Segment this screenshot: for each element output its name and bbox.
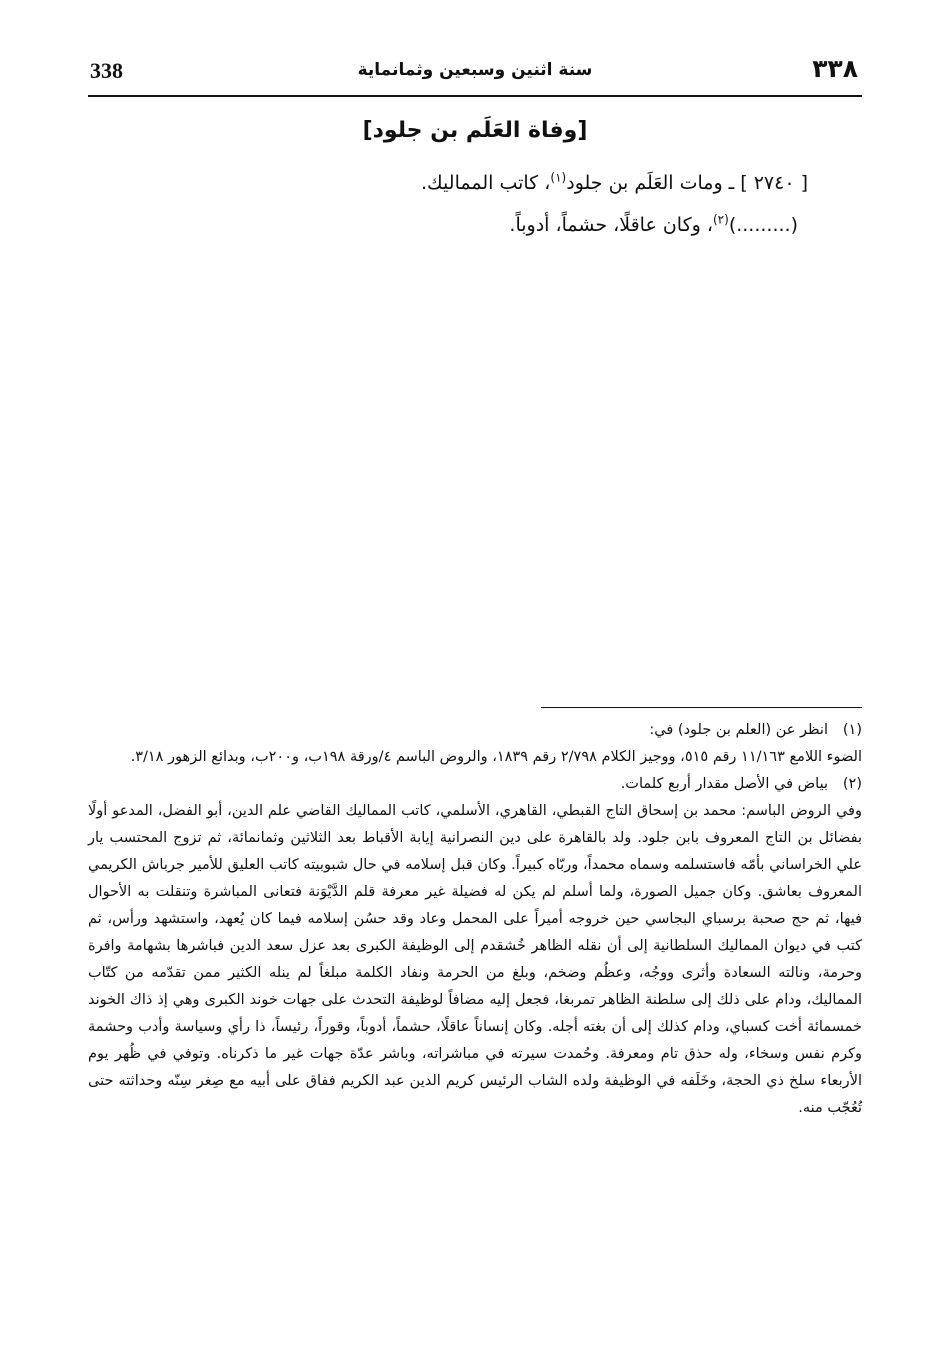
footnote-ref-1[interactable]: (١): [550, 170, 567, 185]
footnote-2: [88, 771, 862, 1122]
entry-line-1: [88, 162, 808, 204]
footnote-2-text: وفي الروض الباسم: محمد بن إسحاق التاج القبطي، القاهري، الأسلمي، كاتب المماليك القاضي علم الدين، أبو الفضل، المدعو أولًا بفضائل بن التاج المعروف بابن جلود. ولد بالقاهرة على دين النصرانية إيابة الأقباط بعد الثلاثين وثمانمائة، ثم تزوج المحتسب يار علي الخراساني بأمّه فاستسلمه وسماه محمداً، وربّاه كبيراً. وكان قبل إسلامه في حال شبوبيته كاتب العليق للأمير جرباش الكريمي المعروف بعاشق. وكان جميل الصورة، ولما أسلم لم يكن له فضيلة غير معرفة قلم الدَّيْوَنة فتعانى المباشرة وتنقلت به الأحوال فيها، ثم حج صحبة برسباي البجاسي حين خروجه أميراً على المحمل وعاد وقد حسُن إسلامه فيما كان يُعهد، واستشهد ورأس، ثم كتب في ديوان المماليك السلطانية إلى أن نقله الظاهر خُشقدم إلى الوظيفة الكبرى بعد عزل سعد الدين فباشرها بشهامة وافرة وحرمة، ونالته السعادة وأثرى ووجُه، وعظُم وضخم، وبلغ من الحرمة ونفاد الكلمة مبلغاً لم ينله الكثير ممن تقدّمه من كتّاب المماليك، ودام على ذلك إلى سلطنة الظاهر تمربغا، فجعل إليه مضافاً لوظيفة التحدث على جهات خوند الكبرى وهي إذ ذاك الخوند خمسمائة أخت كسباي، ودام كذلك إلى أن بغته أجله. وكان إنساناً عاقلًا، حشماً، أدوباً، وقوراً، رئيساً، ذا رأي وسياسة وأدب وحشمة وكرم نفس وسخاء، وله حذق تام ومعرفة. وحُمدت سيرته في مباشراته، وباشر عدّة جهات غير ما ذكرناه. وتوفي في ظُهر يوم الأربعاء سلخ ذي الحجة، وخَلَفه في الوظيفة ولده الشاب الرئيس كريم الدين عبد الكريم ففاق على أبيه مع صِغر سِنّه وحداثته حتى تُعُجّب منه.: [88, 803, 862, 1116]
header-rule: [88, 95, 862, 97]
entry-line-2-text-a: (.........): [728, 214, 798, 236]
footnote-2-first-line: بياض في الأصل مقدار أربع كلمات.: [620, 776, 828, 792]
page-header: [88, 52, 862, 96]
footnotes: [88, 717, 862, 1122]
entry-body: [88, 162, 808, 246]
footnote-1: [88, 717, 862, 771]
footnote-1-first-line: انظر عن (العلم بن جلود) في:: [649, 722, 828, 738]
entry-line-1-text-a: [ ٢٧٤٠ ] ـ ومات العَلَم بن جلود: [566, 172, 808, 194]
entry-line-2: [88, 204, 808, 246]
footnote-ref-2[interactable]: (٢): [712, 212, 729, 227]
footnote-separator: [541, 707, 862, 708]
footnote-2-marker: (٢): [842, 776, 862, 792]
footnote-1-marker: (١): [842, 722, 862, 738]
page-number-latin: 338: [90, 58, 123, 83]
entry-title: [وفاة العَلَم بن جلود]: [362, 118, 588, 143]
footnote-1-text: الضوء اللامع ١١/١٦٣ رقم ٥١٥، ووجيز الكلام ٢/٧٩٨ رقم ١٨٣٩، والروض الباسم ٤/ورقة ١٩٨ب، و٢٠٠ب، وبدائع الزهور ٣/١٨.: [130, 749, 862, 765]
entry-line-1-text-b: ، كاتب المماليك.: [421, 172, 551, 194]
footnote-1-head: [88, 717, 862, 744]
footnote-2-head: [88, 771, 862, 798]
page-number-arabic: ٣٣٨: [812, 54, 858, 83]
running-title: سنة اثنين وسبعين وثمانماية: [357, 60, 593, 80]
entry-line-2-text-b: ، وكان عاقلًا، حشماً، أدوباً.: [509, 214, 713, 236]
